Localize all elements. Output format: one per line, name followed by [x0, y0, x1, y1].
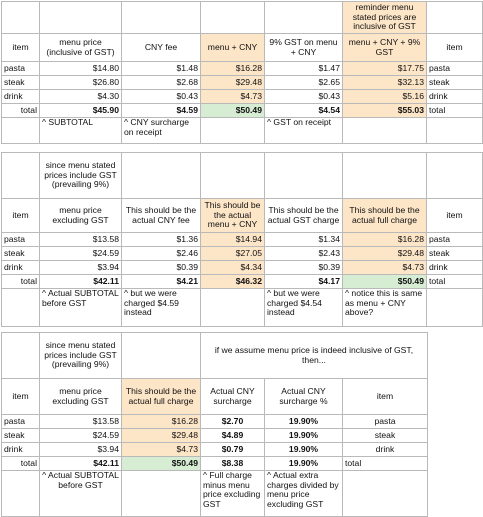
reminder-note[interactable]: reminder menu stated prices are inclusive of GST — [343, 2, 427, 34]
cell-actual-cny[interactable]: $2.46 — [122, 247, 201, 261]
cell-menu-price-ex-gst[interactable]: $24.59 — [40, 247, 122, 261]
cell-actual-menu-plus-cny[interactable]: $14.94 — [201, 233, 265, 247]
total-actual-cny[interactable]: $4.21 — [122, 275, 201, 289]
row-item[interactable]: steak — [2, 247, 40, 261]
cell-menu-price-ex-gst[interactable]: $13.58 — [40, 415, 122, 429]
cell-full-charge[interactable]: $32.13 — [343, 76, 427, 90]
empty-cell[interactable] — [2, 333, 40, 379]
cell-actual-gst[interactable]: $1.34 — [265, 233, 343, 247]
header-item-right[interactable]: item — [427, 199, 483, 233]
row-item-right[interactable]: steak — [427, 76, 483, 90]
cell-actual-gst[interactable]: $2.43 — [265, 247, 343, 261]
note-subtotal[interactable]: ^ SUBTOTAL — [40, 118, 122, 144]
cell-actual-menu-plus-cny[interactable]: $27.05 — [201, 247, 265, 261]
empty-cell[interactable] — [201, 289, 265, 327]
empty-cell[interactable] — [343, 153, 427, 199]
cell-actual-cny-pct[interactable]: 19.90% — [265, 415, 343, 429]
header-menu-price-ex-gst[interactable]: menu price excluding GST — [40, 199, 122, 233]
note-extra-divided[interactable]: ^ Actual extra charges divided by menu price excluding GST — [265, 471, 343, 517]
row-item[interactable]: pasta — [2, 233, 40, 247]
note-gst[interactable]: ^ GST on receipt — [265, 118, 343, 144]
cell-menu-price-ex-gst[interactable]: $3.94 — [40, 443, 122, 457]
total-actual-gst[interactable]: $4.17 — [265, 275, 343, 289]
total-gst[interactable]: $4.54 — [265, 104, 343, 118]
empty-cell[interactable] — [265, 153, 343, 199]
header-full-charge[interactable]: menu + CNY + 9% GST — [343, 34, 427, 62]
empty-cell[interactable] — [427, 118, 483, 144]
note-gst-charged[interactable]: ^ but we were charged $4.54 instead — [265, 289, 343, 327]
header-actual-cny-pct[interactable]: Actual CNY surcharge % — [265, 379, 343, 415]
row-item-right[interactable]: drink — [427, 90, 483, 104]
row-item[interactable]: drink — [2, 443, 40, 457]
cell-actual-cny[interactable]: $1.36 — [122, 233, 201, 247]
cell-actual-full-charge[interactable]: $4.73 — [122, 443, 201, 457]
cell-cny-fee[interactable]: $2.68 — [122, 76, 201, 90]
header-item-right[interactable]: item — [343, 379, 428, 415]
total-row — [2, 457, 428, 471]
header-actual-menu-plus-cny[interactable]: This should be the actual menu + CNY — [201, 199, 265, 233]
cell-menu-price-ex-gst[interactable]: $24.59 — [40, 429, 122, 443]
empty-cell[interactable] — [2, 471, 40, 517]
cell-gst[interactable]: $2.65 — [265, 76, 343, 90]
cell-actual-full-charge[interactable]: $16.28 — [343, 233, 427, 247]
note-same-as-above[interactable]: ^ notice this is same as menu + CNY above? — [343, 289, 427, 327]
cell-actual-menu-plus-cny[interactable]: $4.34 — [201, 261, 265, 275]
header-item[interactable]: item — [2, 379, 40, 415]
cell-menu-price[interactable]: $26.80 — [40, 76, 122, 90]
header-actual-gst[interactable]: This should be the actual GST charge — [265, 199, 343, 233]
cell-full-charge[interactable]: $17.75 — [343, 62, 427, 76]
row-item[interactable]: drink — [2, 90, 40, 104]
cell-actual-cny[interactable]: $0.39 — [122, 261, 201, 275]
header-gst[interactable]: 9% GST on menu + CNY — [265, 34, 343, 62]
cell-actual-full-charge[interactable]: $29.48 — [122, 429, 201, 443]
empty-cell[interactable] — [427, 153, 483, 199]
cell-menu-price[interactable]: $4.30 — [40, 90, 122, 104]
total-menu-price-ex-gst[interactable]: $42.11 — [40, 275, 122, 289]
cell-menu-plus-cny[interactable]: $29.48 — [201, 76, 265, 90]
note-full-minus-menu[interactable]: ^ Full charge minus menu price excluding GST — [201, 471, 265, 517]
cell-cny-fee[interactable]: $1.48 — [122, 62, 201, 76]
cell-menu-price[interactable]: $14.80 — [40, 62, 122, 76]
total-menu-price-ex-gst[interactable]: $42.11 — [40, 457, 122, 471]
total-menu-price[interactable]: $45.90 — [40, 104, 122, 118]
table-row — [2, 261, 483, 275]
table-row — [2, 247, 483, 261]
table-actual-charges — [1, 152, 483, 327]
total-actual-menu-plus-cny[interactable]: $46.32 — [201, 275, 265, 289]
total-menu-plus-cny[interactable]: $50.49 — [201, 104, 265, 118]
table-row — [2, 443, 428, 457]
intro-note[interactable]: since menu stated prices include GST (prevailing 9%) — [40, 333, 122, 379]
empty-cell[interactable] — [122, 2, 201, 34]
total-label[interactable]: total — [2, 457, 40, 471]
table-row — [2, 76, 483, 90]
cell-cny-fee[interactable]: $0.43 — [122, 90, 201, 104]
note-cny-charged[interactable]: ^ but we were charged $4.59 instead — [122, 289, 201, 327]
row-item[interactable]: pasta — [2, 415, 40, 429]
empty-cell[interactable] — [2, 153, 40, 199]
empty-cell[interactable] — [343, 471, 428, 517]
total-row — [2, 104, 483, 118]
total-actual-cny-surcharge[interactable]: $8.38 — [201, 457, 265, 471]
header-menu-price[interactable]: menu price (inclusive of GST) — [40, 34, 122, 62]
note-actual-subtotal[interactable]: ^ Actual SUBTOTAL before GST — [40, 471, 122, 517]
header-menu-price-ex-gst[interactable]: menu price excluding GST — [40, 379, 122, 415]
total-actual-cny-pct[interactable]: 19.90% — [265, 457, 343, 471]
table-row — [2, 429, 428, 443]
total-label[interactable]: total — [2, 104, 40, 118]
empty-cell[interactable] — [265, 2, 343, 34]
total-label-right[interactable]: total — [343, 457, 428, 471]
row-item[interactable]: steak — [2, 76, 40, 90]
total-label-right[interactable]: total — [427, 275, 483, 289]
empty-cell[interactable] — [427, 289, 483, 327]
cell-menu-plus-cny[interactable]: $4.73 — [201, 90, 265, 104]
cell-gst[interactable]: $1.47 — [265, 62, 343, 76]
intro-note[interactable]: since menu stated prices include GST (prevailing 9%) — [40, 153, 122, 199]
header-menu-plus-cny[interactable]: menu + CNY — [201, 34, 265, 62]
empty-cell[interactable] — [343, 118, 427, 144]
row-item[interactable]: drink — [2, 261, 40, 275]
cell-actual-cny-surcharge[interactable]: $4.89 — [201, 429, 265, 443]
total-cny-fee[interactable]: $4.59 — [122, 104, 201, 118]
table-row — [2, 62, 483, 76]
row-item-right[interactable]: pasta — [343, 415, 428, 429]
cell-actual-full-charge[interactable]: $29.48 — [343, 247, 427, 261]
empty-cell[interactable] — [201, 118, 265, 144]
header-actual-cny-surcharge[interactable]: Actual CNY surcharge — [201, 379, 265, 415]
empty-cell[interactable] — [2, 118, 40, 144]
empty-cell[interactable] — [122, 153, 201, 199]
row-item-right[interactable]: drink — [343, 443, 428, 457]
header-actual-full-charge[interactable]: This should be the actual full charge — [343, 199, 427, 233]
empty-cell[interactable] — [122, 471, 201, 517]
table-row — [2, 233, 483, 247]
row-item-right[interactable]: pasta — [427, 62, 483, 76]
table-row — [2, 90, 483, 104]
cell-actual-cny-pct[interactable]: 19.90% — [265, 429, 343, 443]
total-label[interactable]: total — [2, 275, 40, 289]
row-item[interactable]: pasta — [2, 62, 40, 76]
total-row — [2, 275, 483, 289]
cell-menu-plus-cny[interactable]: $16.28 — [201, 62, 265, 76]
cell-actual-full-charge[interactable]: $4.73 — [343, 261, 427, 275]
cell-actual-cny-surcharge[interactable]: $0.79 — [201, 443, 265, 457]
note-cny[interactable]: ^ CNY surcharge on receipt — [122, 118, 201, 144]
row-item-right[interactable]: pasta — [427, 233, 483, 247]
table-actual-surcharge — [1, 332, 428, 517]
table-row — [2, 415, 428, 429]
empty-cell[interactable] — [122, 333, 201, 379]
cell-actual-cny-pct[interactable]: 19.90% — [265, 443, 343, 457]
note-actual-subtotal[interactable]: ^ Actual SUBTOTAL before GST — [40, 289, 122, 327]
header-actual-cny[interactable]: This should be the actual CNY fee — [122, 199, 201, 233]
header-item[interactable]: item — [2, 34, 40, 62]
empty-cell[interactable] — [201, 153, 265, 199]
cell-gst[interactable]: $0.43 — [265, 90, 343, 104]
header-item-right[interactable]: item — [427, 34, 483, 62]
empty-cell[interactable] — [2, 289, 40, 327]
cell-menu-price-ex-gst[interactable]: $13.58 — [40, 233, 122, 247]
empty-cell[interactable] — [40, 2, 122, 34]
header-actual-full-charge[interactable]: This should be the actual full charge — [122, 379, 201, 415]
row-item-right[interactable]: drink — [427, 261, 483, 275]
header-cny-fee[interactable]: CNY fee — [122, 34, 201, 62]
header-item[interactable]: item — [2, 199, 40, 233]
cell-actual-gst[interactable]: $0.39 — [265, 261, 343, 275]
total-actual-full-charge[interactable]: $50.49 — [343, 275, 427, 289]
total-actual-full-charge[interactable]: $50.49 — [122, 457, 201, 471]
total-full-charge[interactable]: $55.03 — [343, 104, 427, 118]
empty-cell[interactable] — [2, 2, 40, 34]
cell-actual-cny-surcharge[interactable]: $2.70 — [201, 415, 265, 429]
row-item-right[interactable]: steak — [427, 247, 483, 261]
cell-full-charge[interactable]: $5.16 — [343, 90, 427, 104]
cell-menu-price-ex-gst[interactable]: $3.94 — [40, 261, 122, 275]
empty-cell[interactable] — [427, 2, 483, 34]
row-item-right[interactable]: steak — [343, 429, 428, 443]
cell-actual-full-charge[interactable]: $16.28 — [122, 415, 201, 429]
empty-cell[interactable] — [201, 2, 265, 34]
row-item[interactable]: steak — [2, 429, 40, 443]
assumption-note[interactable]: if we assume menu price is indeed inclusive of GST, then... — [201, 333, 428, 379]
total-label-right[interactable]: total — [427, 104, 483, 118]
table-receipt-breakdown — [1, 1, 483, 144]
